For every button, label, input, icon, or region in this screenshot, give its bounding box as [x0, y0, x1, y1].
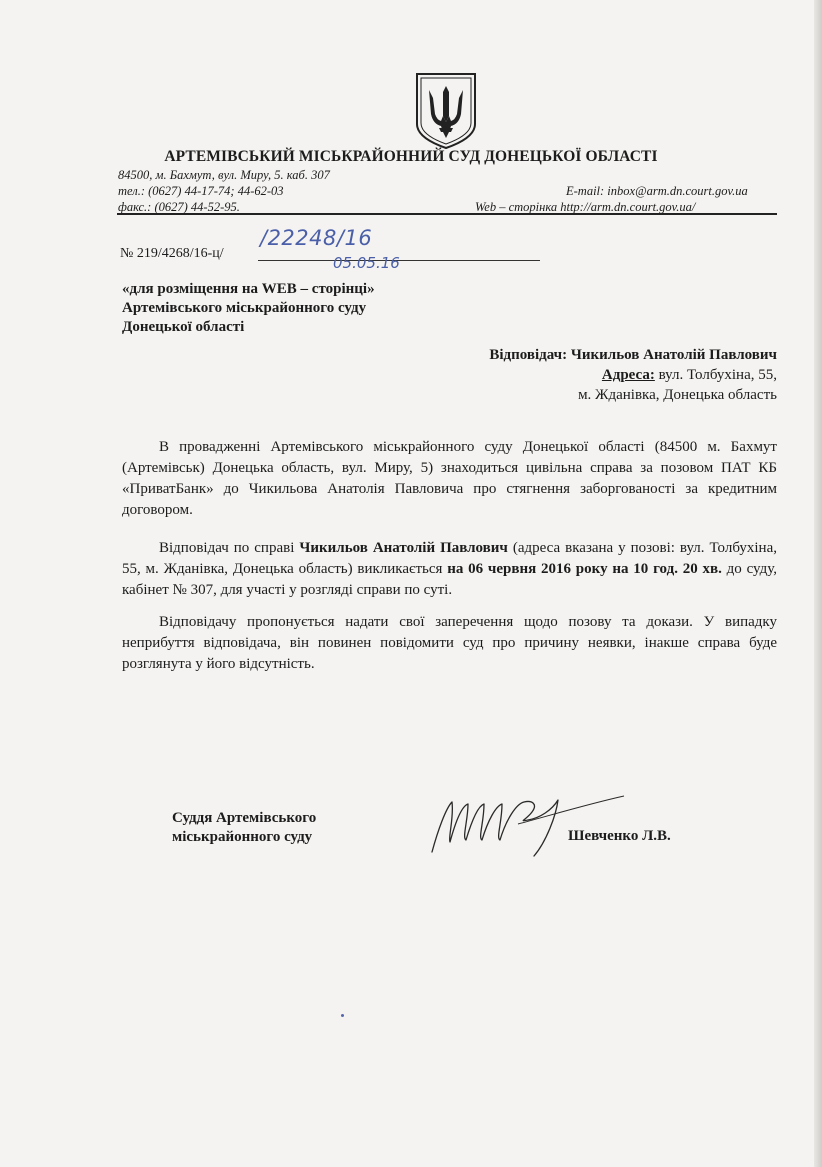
respondent-label: Відповідач: — [489, 347, 568, 363]
recipient-line: Донецької області — [122, 319, 245, 335]
recipient-line: «для розміщення на WEB – сторінці» — [122, 281, 375, 297]
recipient-block — [122, 280, 375, 337]
paper-edge — [814, 0, 822, 1167]
paragraph-case-info: В провадженні Артемівського міськрайонного суду Донецької області (84500 м. Бахмут (Артемівськ) Донецька область, вул. Миру, 5) знаходиться цивільна справа за позовом ПАТ КБ «ПриватБанк» до Чикильова Анатолія Павловича про стягнення заборгованості за кредитним договором. — [122, 439, 777, 518]
reference-number: № 219/4268/16-ц/ — [120, 246, 224, 261]
court-phone: тел.: (0627) 44-17-74; 44-62-03 — [118, 184, 284, 198]
court-title: АРТЕМІВСЬКИЙ МІСЬКРАЙОННИЙ СУД ДОНЕЦЬКОЇ ОБЛАСТІ — [164, 148, 658, 165]
court-fax: факс.: (0627) 44-52-95. — [118, 200, 240, 214]
address-label: Адреса: — [601, 367, 655, 383]
paragraph-summons — [122, 538, 777, 601]
ink-mark — [341, 1014, 344, 1017]
summons-text: Відповідач по справі — [159, 540, 300, 556]
respondent-address-line — [489, 365, 777, 385]
court-email: E-mail: inbox@arm.dn.court.gov.ua — [566, 184, 748, 198]
coat-of-arms-icon — [415, 72, 477, 150]
handwritten-date: 05.05.16 — [333, 254, 400, 272]
respondent-name-line — [489, 345, 777, 365]
court-address: 84500, м. Бахмут, вул. Миру, 5. каб. 307 — [118, 168, 330, 182]
summons-text: (адреса вказана у позові: вул. Толбухіна, 55, м. Жданівка, Донецька область) викликається — [122, 540, 777, 577]
handwritten-registration-number: /22248/16 — [260, 226, 373, 250]
recipient-line: Артемівського міськрайонного суду — [122, 300, 367, 316]
respondent-address-city: м. Жданівка, Донецька область — [578, 387, 777, 403]
respondent-name: Чикильов Анатолій Павлович — [570, 347, 777, 363]
judge-title-line: міськрайонного суду — [172, 829, 313, 845]
summons-respondent-name: Чикильов Анатолій Павлович — [299, 540, 508, 556]
paragraph-instructions: Відповідачу пропонується надати свої заперечення щодо позову та докази. У випадку неприбуття відповідача, він повинен повідомити суд про причину неявки, інакше справа буде розглянута у його відсутність. — [122, 614, 777, 672]
respondent-block — [489, 345, 777, 405]
address-street: вул. Толбухіна, 55, — [654, 367, 777, 383]
judge-name: Шевченко Л.В. — [568, 828, 671, 844]
summons-text: до суду, кабінет № 307, для участі у розгляді справи по суті. — [122, 561, 777, 598]
header-divider — [117, 213, 777, 215]
court-website: Web – сторінка http://arm.dn.court.gov.ua/ — [475, 200, 696, 214]
judge-title-line: Суддя Артемівського — [172, 810, 317, 826]
judge-title — [172, 809, 316, 847]
summons-date-time: на 06 червня 2016 року на 10 год. 20 хв. — [447, 561, 722, 577]
handwritten-signature — [428, 790, 628, 860]
